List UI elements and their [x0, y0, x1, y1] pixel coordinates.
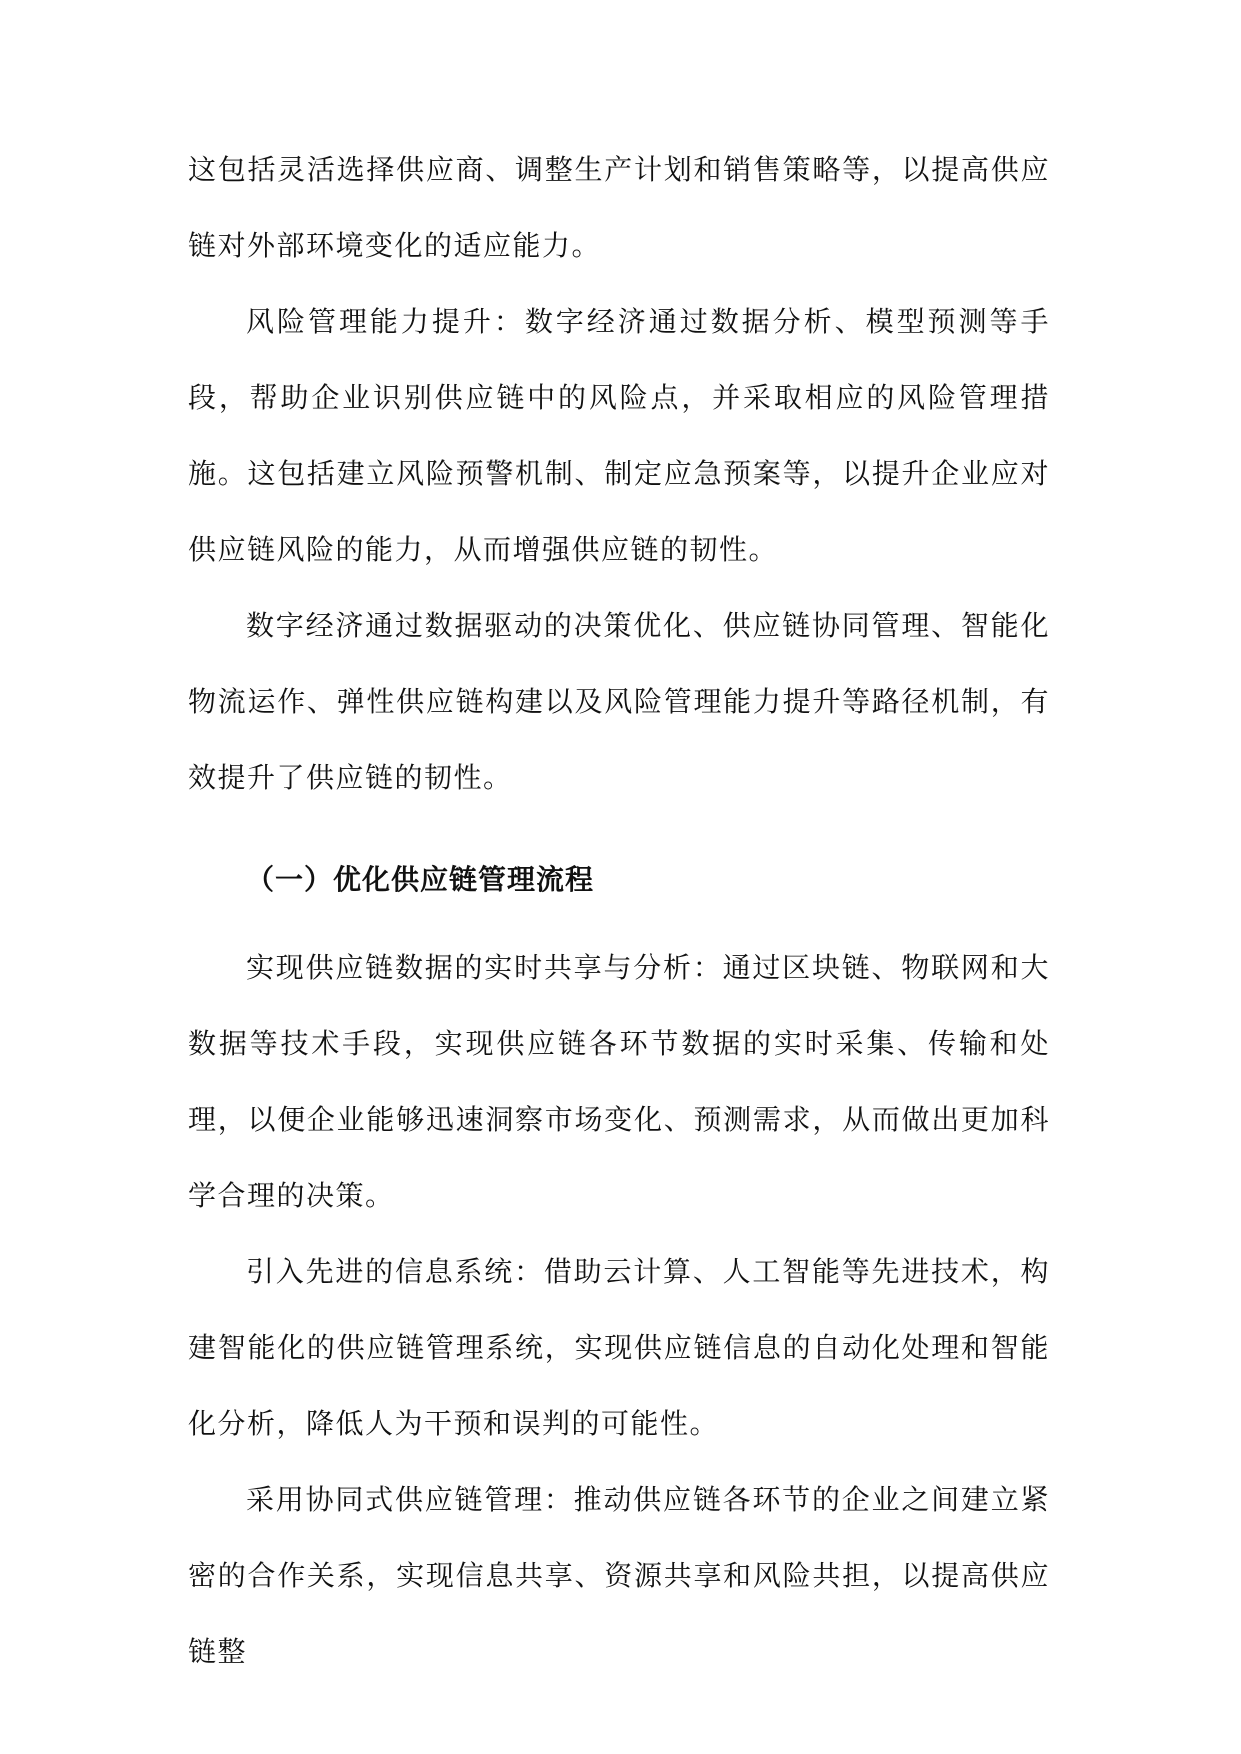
paragraph-collaborative-management: 采用协同式供应链管理：推动供应链各环节的企业之间建立紧密的合作关系，实现信息共享、资源共享和风险共担，以提高供应链整 [188, 1483, 1050, 1668]
paragraph-information-system: 引入先进的信息系统：借助云计算、人工智能等先进技术，构建智能化的供应链管理系统，实现供应链信息的自动化处理和智能化分析，降低人为干预和误判的可能性。 [188, 1255, 1050, 1440]
paragraph-summary: 数字经济通过数据驱动的决策优化、供应链协同管理、智能化物流运作、弹性供应链构建以及风险管理能力提升等路径机制，有效提升了供应链的韧性。 [188, 609, 1050, 794]
section-heading: （一）优化供应链管理流程 [246, 863, 595, 896]
paragraph-realtime-data: 实现供应链数据的实时共享与分析：通过区块链、物联网和大数据等技术手段，实现供应链各环节数据的实时采集、传输和处理，以便企业能够迅速洞察市场变化、预测需求，从而做出更加科学合理的决策。 [188, 951, 1050, 1212]
paragraph-continuation: 这包括灵活选择供应商、调整生产计划和销售策略等，以提高供应链对外部环境变化的适应能力。 [188, 153, 1050, 262]
paragraph-risk-management: 风险管理能力提升：数字经济通过数据分析、模型预测等手段，帮助企业识别供应链中的风险点，并采取相应的风险管理措施。这包括建立风险预警机制、制定应急预案等，以提升企业应对供应链风险的能力，从而增强供应链的韧性。 [188, 305, 1050, 566]
